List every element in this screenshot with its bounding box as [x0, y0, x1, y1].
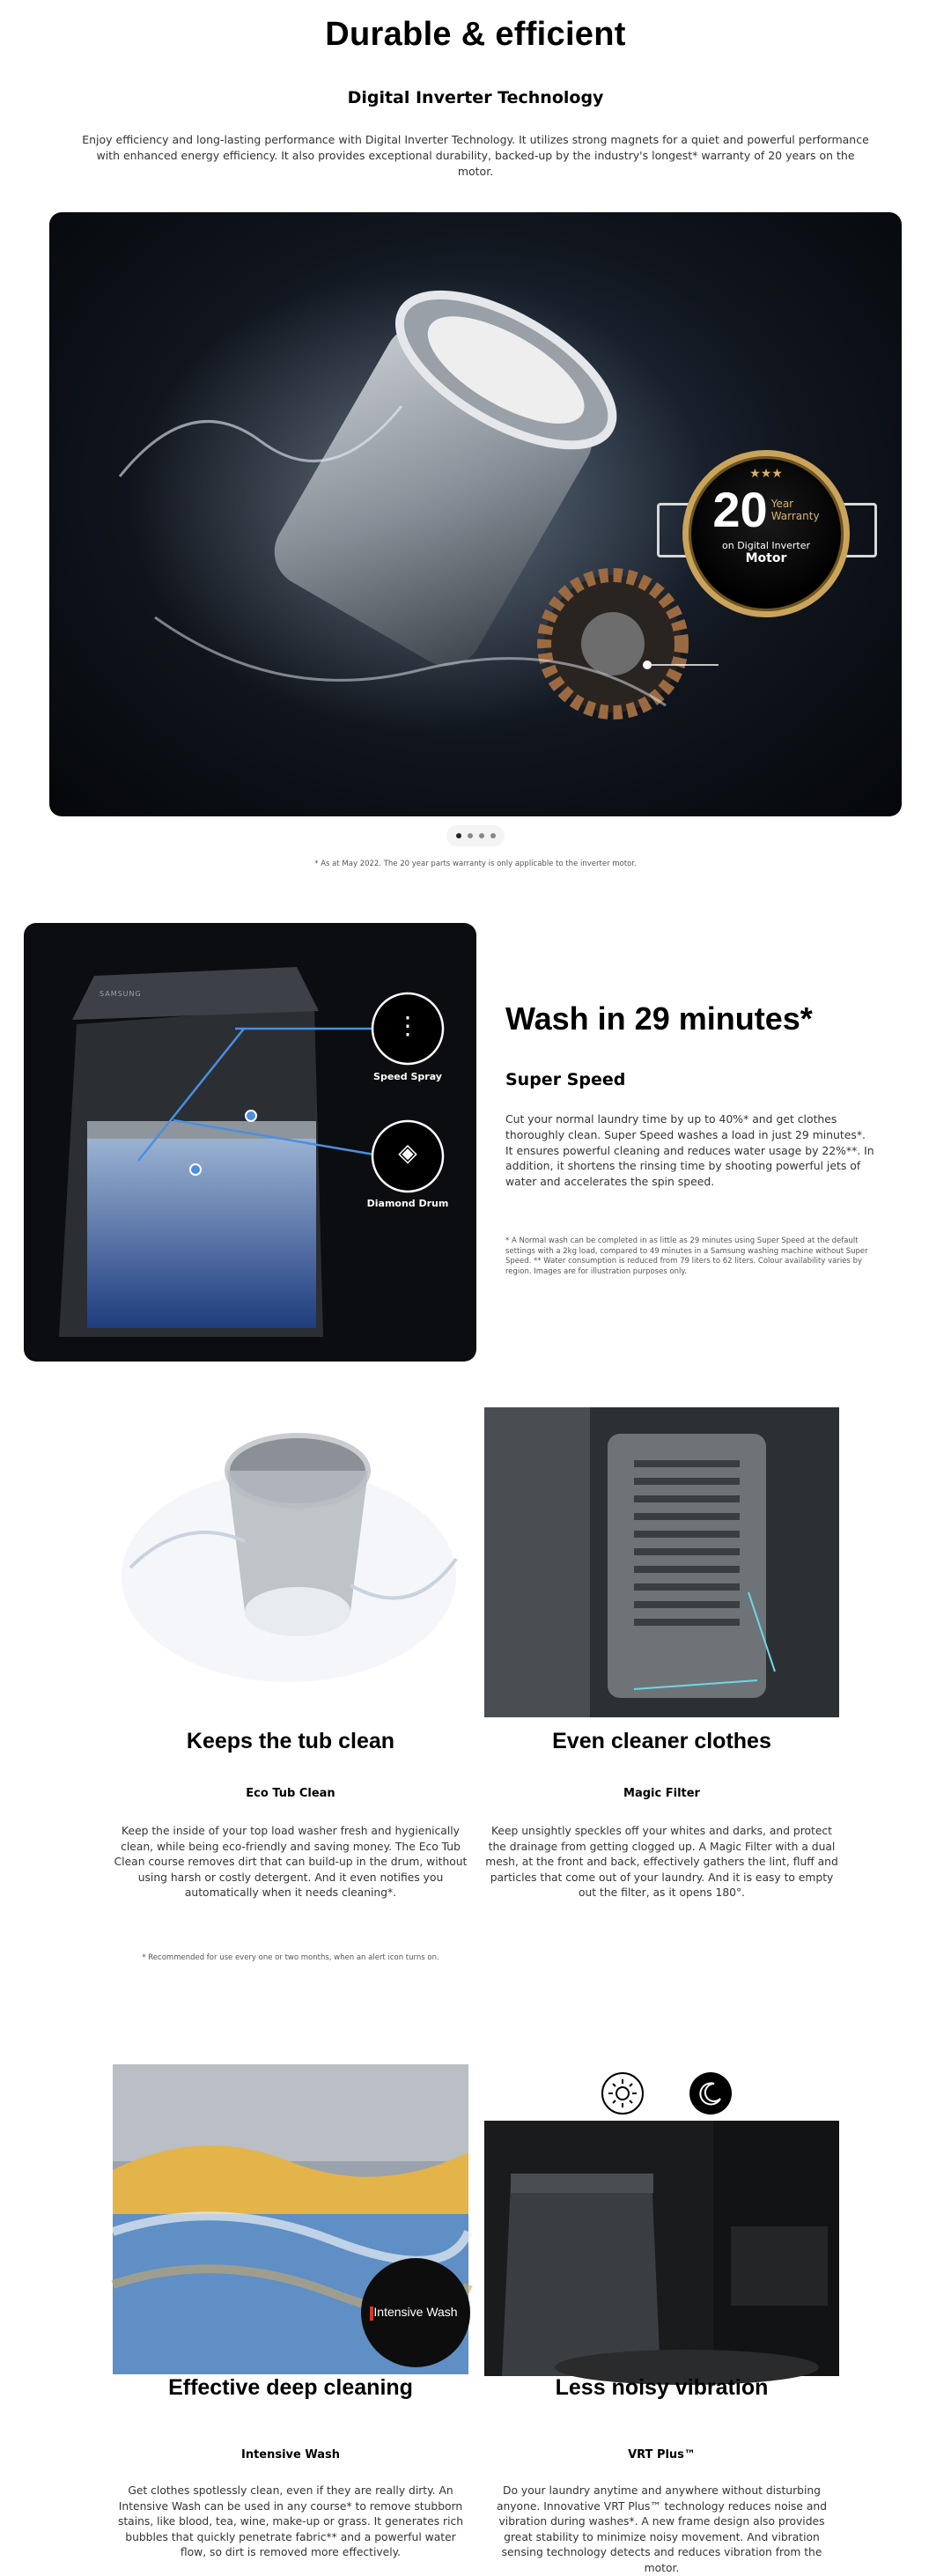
motor-label [759, 867, 918, 906]
vrt-plus-image [484, 2121, 839, 2376]
brand-logo: SAMSUNG [100, 990, 142, 998]
badge-warranty: Warranty [770, 509, 820, 522]
badge-motor: Motor [745, 551, 787, 565]
magic-filter-description: Keep unsightly speckles off your whites and darks, and protect the drainage from getting clogged up. A Magic Filter with a dual mesh, at the front and back, effectively gathers the lint, fluff and particles that come out of your laundry. And it is easy to empty out the filter, as it opens 180°. [485, 1825, 838, 1899]
warranty-badge [682, 450, 850, 617]
carousel-dot-3[interactable] [479, 833, 484, 838]
vrt-plus-title: Less noisy vibration [555, 2375, 769, 2400]
intensive-wash-badge-label: Intensive Wash [373, 2305, 458, 2319]
eco-tub-title: Keeps the tub clean [186, 1729, 395, 1753]
magic-filter-image [484, 1407, 839, 1717]
carousel-dot-1[interactable] [456, 833, 461, 838]
callout-diamond-drum: Diamond Drum [366, 1198, 449, 1209]
carousel-indicators [446, 825, 505, 846]
magic-filter-title: Even cleaner clothes [552, 1729, 771, 1753]
eco-tub-subtitle: Eco Tub Clean [246, 1787, 335, 1800]
super-speed-description: Cut your normal laundry time by up to 40%* and get clothes thoroughly clean. Super Speed washes a load in just 29 minutes*. It ensures powerful cleaning and reduces water usage by 22%**. In addition, it shortens the rinsing time by shooting powerful jets of water and accelerates the spin speed. [505, 1112, 874, 1189]
vrt-plus-subtitle: VRT Plus™ [628, 2448, 696, 2462]
moon-icon [689, 2072, 732, 2115]
super-speed-footnote: * A Normal wash can be completed in as little as 29 minutes using Super Speed at the default settings with a 2kg load, compared to 49 minutes in a Samsung washing machine without Super Speed. ** Water consumption is reduced from 79 liters to 62 liters. Colour availability varies by region. Images are for illustration purposes only. [505, 1236, 868, 1276]
callout-speed-spray: Speed Spray [373, 1071, 442, 1082]
badge-stars: ★★★ [749, 467, 783, 481]
badge-number: 20 [712, 482, 768, 537]
inverter-description: Enjoy efficiency and long-lasting performance with Digital Inverter Technology. It utilizes strong magnets for a quiet and powerful performance with enhanced energy efficiency. It also provides exceptional durability, backed-up by the industry's longest* warranty of 20 years on the motor. [82, 133, 869, 178]
warranty-footnote: * As at May 2022. The 20 year parts warranty is only applicable to the inverter motor. [314, 860, 637, 868]
super-speed-title: Wash in 29 minutes* [505, 1000, 813, 1037]
intensive-wash-description: Get clothes spotlessly clean, even if they are really dirty. An Intensive Wash can be used in any course* to remove stubborn stains, like blood, tea, wine, make-up or grass. It generates rich bubbles that quickly penetrate fabric** and a powerful water flow, so dirt is removed more effectively. [117, 2484, 464, 2558]
eco-tub-footnote: * Recommended for use every one or two months, when an alert icon turns on. [142, 1953, 439, 1962]
section-subtitle-inverter: Digital Inverter Technology [347, 88, 604, 107]
section-title-durable: Durable & efficient [325, 16, 626, 53]
intensive-wash-image [113, 2064, 468, 2374]
carousel-dot-2[interactable] [468, 833, 473, 838]
vrt-plus-description: Do your laundry anytime and anywhere without disturbing anyone. Innovative VRT Plus™ technology reduces noise and vibration during washes*. A new frame design also provides great stability to minimize noisy movement. And vibration sensing technology detects and reduces vibration from the motor. [496, 2484, 828, 2574]
magic-filter-subtitle: Magic Filter [623, 1787, 700, 1800]
sun-icon [601, 2072, 644, 2115]
diamond-drum-icon: ◈ [398, 1138, 417, 1167]
speed-spray-icon: ⋮ [395, 1011, 420, 1040]
super-speed-subtitle: Super Speed [505, 1070, 626, 1089]
super-speed-image [24, 923, 476, 1362]
badge-year: Year [770, 497, 794, 510]
eco-tub-description: Keep the inside of your top load washer fresh and hygienically clean, while being eco-friendly and saving money. The Eco Tub Clean course removes dirt that can build-up in the drum, without using harsh or costly detergent. And it even notifies you automatically when it needs cleaning*. [114, 1825, 468, 1899]
intensive-wash-title: Effective deep cleaning [168, 2375, 413, 2400]
carousel-dot-4[interactable] [490, 833, 496, 838]
intensive-wash-subtitle: Intensive Wash [240, 2448, 341, 2462]
badge-on-line: on Digital Inverter [722, 540, 810, 551]
eco-tub-clean-image [113, 1409, 468, 1717]
motor-label-line2: MOTOR [808, 888, 868, 905]
motor-label-line1: DIGITAL INVERTER [764, 868, 912, 886]
